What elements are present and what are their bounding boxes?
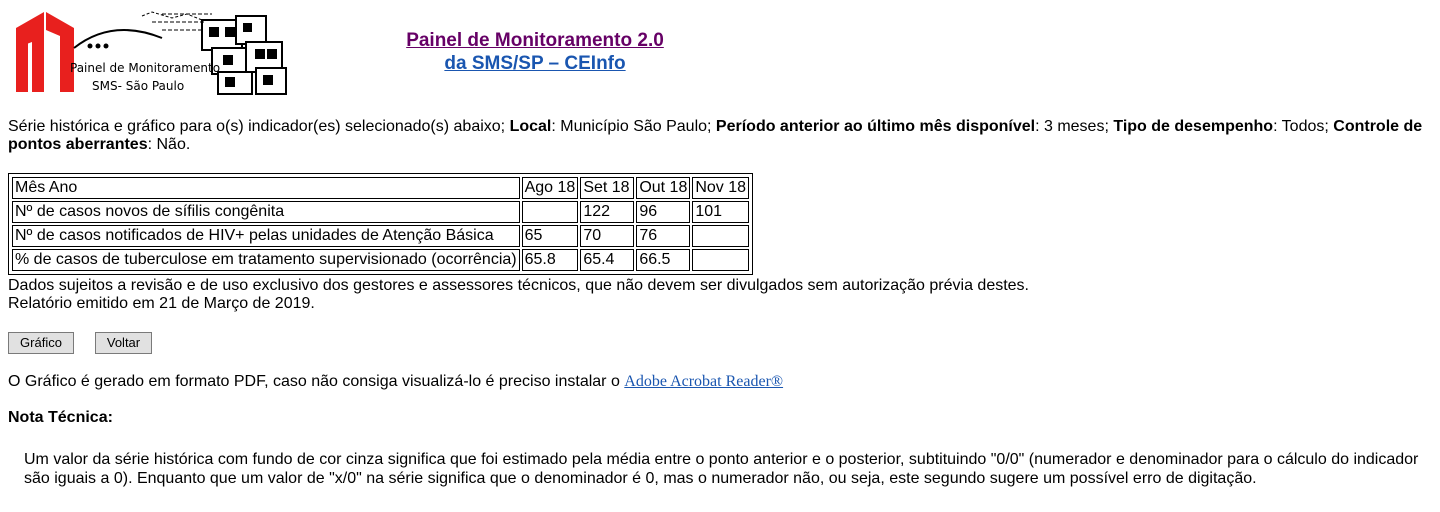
table-cell-value: 65.8 xyxy=(522,249,579,271)
desc-periodo-label: Período anterior ao último mês disponível xyxy=(715,118,1036,135)
logo-text-line2: SMS- São Paulo xyxy=(92,79,185,93)
table-cell-value: 65.4 xyxy=(580,249,634,271)
pdf-note-text: O Gráfico é gerado em formato PDF, caso não consiga visualizá-lo é preciso instalar o xyxy=(8,373,625,390)
desc-tipo-label: Tipo de desempenho xyxy=(1113,118,1274,135)
table-cell-indicator: Nº de casos novos de sífilis congênita xyxy=(12,201,520,223)
report-date: Relatório emitido em 21 de Março de 2019. xyxy=(8,295,315,312)
logo-graphic xyxy=(12,8,292,96)
table-header-cell: Nov 18 xyxy=(692,177,749,199)
table-cell-value: 122 xyxy=(580,201,634,223)
table-row xyxy=(12,225,749,247)
disclaimer xyxy=(8,277,1029,313)
nota-tecnica-text: Um valor da série histórica com fundo de cor cinza significa que foi estimado pela média entre o ponto anterior e o posterior, subtituindo "0/0" (numerador e denominador para o cálculo do indicador são iguais a 0). Enquanto que um valor de "x/0" na série significa que o denominador é 0, mas o numerador não, ou seja, este segundo sugere um possível erro de digitação. xyxy=(24,451,1419,487)
indicator-table-grid xyxy=(10,175,751,273)
logo-houses xyxy=(202,16,286,94)
grafico-button[interactable]: Gráfico xyxy=(8,332,74,354)
table-cell-value xyxy=(692,225,749,247)
nota-tecnica-title: Nota Técnica: xyxy=(8,409,113,426)
logo-hatch xyxy=(142,12,202,20)
table-cell-value xyxy=(692,249,749,271)
table-cell-value: 70 xyxy=(580,225,634,247)
pdf-note xyxy=(8,373,783,391)
table-header-cell: Mês Ano xyxy=(12,177,520,199)
logo-text-line1: Painel de Monitoramento xyxy=(70,61,221,75)
title-link-sms[interactable]: da SMS/SP – CEInfo xyxy=(444,53,626,74)
desc-local-value: : Município São Paulo; xyxy=(551,118,716,135)
logo-hill-line xyxy=(74,30,162,48)
desc-controle-value: : Não. xyxy=(147,136,191,153)
table-cell-value: 76 xyxy=(636,225,690,247)
indicator-table xyxy=(8,173,753,275)
table-row xyxy=(12,249,749,271)
title-link-painel[interactable]: Painel de Monitoramento 2.0 xyxy=(406,30,664,51)
report-description xyxy=(8,118,1430,154)
table-cell-value: 66.5 xyxy=(636,249,690,271)
desc-local-label: Local xyxy=(509,118,552,135)
table-cell-value xyxy=(522,201,579,223)
table-header-cell: Out 18 xyxy=(636,177,690,199)
table-row xyxy=(12,201,749,223)
table-cell-indicator: % de casos de tuberculose em tratamento supervisionado (ocorrência) xyxy=(12,249,520,271)
page-title xyxy=(400,29,670,75)
table-cell-indicator: Nº de casos notificados de HIV+ pelas unidades de Atenção Básica xyxy=(12,225,520,247)
table-header-cell: Ago 18 xyxy=(522,177,579,199)
adobe-reader-link[interactable]: Adobe Acrobat Reader® xyxy=(624,373,784,390)
desc-periodo-value: : 3 meses; xyxy=(1035,118,1114,135)
table-header-cell: Set 18 xyxy=(580,177,634,199)
desc-intro: Série histórica e gráfico para o(s) indicador(es) selecionado(s) abaixo; xyxy=(8,118,510,135)
table-cell-value: 101 xyxy=(692,201,749,223)
logo xyxy=(12,8,292,96)
table-header-row xyxy=(12,177,749,199)
desc-tipo-value: : Todos; xyxy=(1273,118,1334,135)
disclaimer-text: Dados sujeitos a revisão e de uso exclusivo dos gestores e assessores técnicos, que não devem ser divulgados sem autorização prévia destes. xyxy=(8,277,1029,294)
table-cell-value: 96 xyxy=(636,201,690,223)
desc-controle-label: Controle de pontos aberrantes xyxy=(8,118,1423,153)
logo-red-shape xyxy=(16,36,28,92)
logo-red-shape xyxy=(46,12,74,92)
table-cell-value: 65 xyxy=(522,225,579,247)
voltar-button[interactable]: Voltar xyxy=(95,332,152,354)
